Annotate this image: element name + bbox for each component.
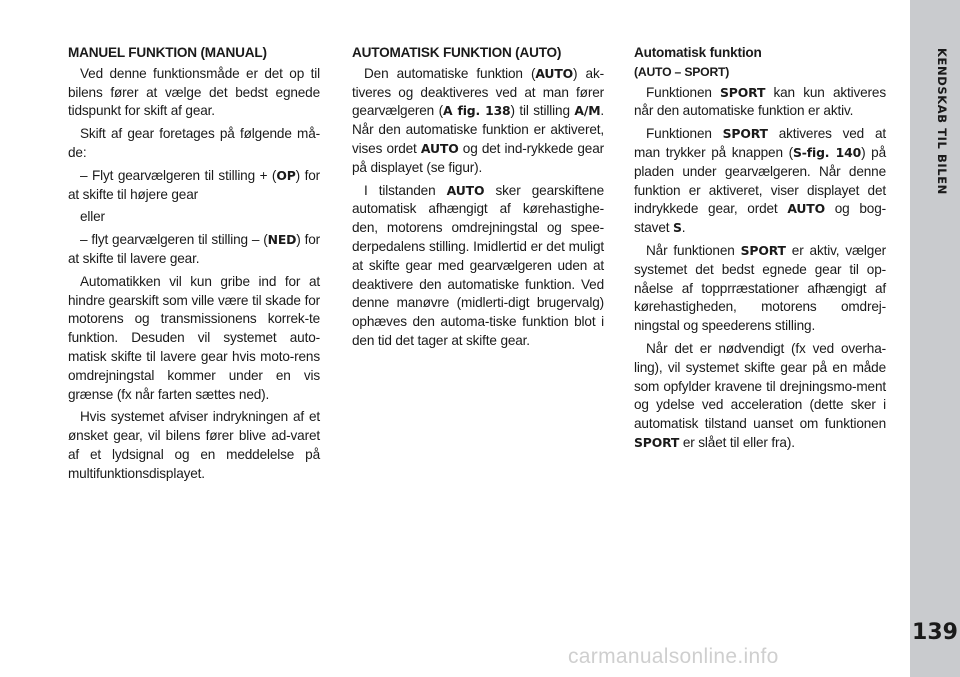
paragraph: Funktionen SPORT aktiveres ved at man trykker på knappen (S-fig. 140) på pladen under gearvælgeren. Når denne funktion er aktiveret, viser displayet det indrykkede gear, ordet AUTO og bog-stavet S.: [634, 126, 886, 236]
keyword: S: [673, 220, 682, 236]
keyword: AUTO: [787, 201, 825, 217]
keyword: SPORT: [720, 84, 766, 100]
figure-reference: S-fig. 140: [792, 144, 862, 160]
heading-auto: AUTOMATISK FUNKTION (AUTO): [352, 45, 562, 60]
paragraph: Hvis systemet afviser indrykningen af et ønsket gear, vil bilens fører blive ad-varet af et lydsignal og en meddelelse på multifunktionsdisplayet.: [68, 409, 320, 481]
paragraph: Når funktionen SPORT er aktiv, vælger systemet det bedst egnede gear til op-nåelse af topprræstationer afhængigt af kørehastigheden, motorens omdrej-ningstal og speederens stilling.: [634, 242, 886, 334]
keyword: SPORT: [634, 434, 680, 450]
paragraph: Ved denne funktionsmåde er det op til bilens fører at vælge det bedst egnede tidspunkt for skift af gear.: [68, 65, 320, 119]
paragraph: Skift af gear foretages på følgende må-de:: [68, 126, 320, 160]
paragraph: I tilstanden AUTO sker gearskiftene automatisk afhængigt af kørehastighe-den, motorens omdrejningstal og spee-derpedalens stilling. Imidlertid er det muligt at skifte gear med gearvælgeren uden at deaktivere den automatiske funktion. Ved denne manøvre (midlerti-digt brugervalg) ophæves den automa-tiske funktion blot i den tid det tager at skifte gear.: [352, 182, 605, 348]
column-manual-mode: [68, 44, 320, 488]
heading-manual: MANUEL FUNKTION (MANUAL): [68, 45, 267, 60]
column-auto-mode: [352, 44, 604, 355]
keyword: OP: [276, 167, 296, 183]
column-sport-mode: [634, 44, 886, 457]
keyword: AUTO: [420, 140, 459, 156]
paragraph: – Flyt gearvælgeren til stilling + (OP) for at skifte til højere gear: [68, 167, 321, 202]
watermark: carmanualsonline.info: [568, 645, 779, 668]
heading-sport: Automatisk funktion (AUTO – SPORT): [634, 44, 886, 82]
keyword: A/M: [574, 103, 601, 119]
subheading: (AUTO – SPORT): [634, 64, 730, 79]
keyword: SPORT: [722, 126, 768, 142]
keyword: SPORT: [740, 242, 786, 258]
figure-reference: A fig. 138: [442, 103, 511, 119]
paragraph: – flyt gearvælgeren til stilling – (NED) for at skifte til lavere gear.: [68, 232, 321, 266]
keyword: AUTO: [446, 182, 485, 198]
chapter-label: KENDSKAB TIL BILEN: [935, 48, 949, 195]
paragraph: eller: [80, 209, 105, 225]
keyword: AUTO: [535, 65, 574, 81]
paragraph: Når det er nødvendigt (fx ved overha-ling), vil systemet skifte gear på en måde som opfylder kravene til drejningsmo-ment og ydelse ved acceleration (dette sker i automatisk tilstand uanset om funktionen SPORT er slået til eller fra).: [634, 340, 886, 450]
page-number: 139: [912, 620, 958, 645]
paragraph: Den automatiske funktion (AUTO) ak-tiveres og deaktiveres ved at man fører gearvælgeren (A fig. 138) til stilling A/M. Når den automatiske funktion er aktiveret, vises ordet AUTO og det ind-rykkede gear på displayet (se figur).: [352, 65, 605, 175]
paragraph: Automatikken vil kun gribe ind for at hindre gearskift som ville være til skade for motorens og transmissionens korrek-te funktion. Desuden vil systemet auto-matisk skifte til lavere gear hvis moto-rens omdrejningstal kommer under en vis grænse (fx når farten sættes ned).: [68, 273, 320, 402]
paragraph: Funktionen SPORT kan kun aktiveres når den automatiske funktion er aktiv.: [634, 84, 886, 119]
keyword: NED: [267, 232, 297, 248]
